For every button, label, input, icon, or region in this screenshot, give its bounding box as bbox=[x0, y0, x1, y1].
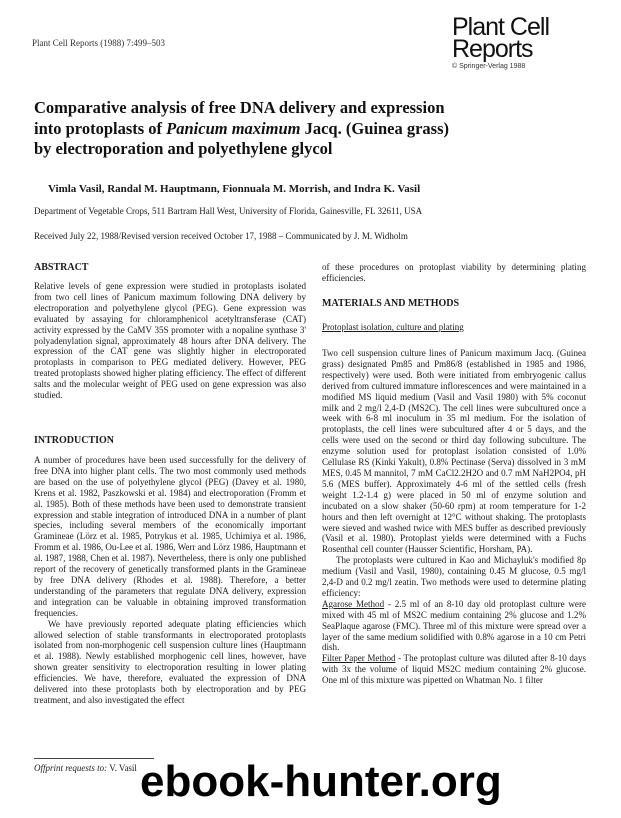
publisher-copyright: © Springer-Verlag 1988 bbox=[452, 63, 526, 70]
continuation-text: of these procedures on protoplast viability by determining plating efficiencies. bbox=[322, 262, 586, 283]
watermark-text: ebook-hunter.org bbox=[140, 757, 502, 806]
affiliation: Department of Vegetable Crops, 511 Bartram Hall West, University of Florida, Gainesville, FL 32611, USA bbox=[34, 206, 423, 216]
methods-heading bbox=[322, 298, 586, 310]
received-dates: Received July 22, 1988/Revised version received October 17, 1988 – Communicated by J. M. Widholm bbox=[34, 231, 408, 241]
title-line-2-post: Jacq. (Guinea grass) bbox=[300, 118, 449, 138]
introduction-heading bbox=[34, 435, 306, 447]
offprint-label: Offprint requests to: bbox=[34, 763, 108, 773]
offprint-name: V. Vasil bbox=[107, 763, 137, 773]
filter-paper-method-text: - The protoplast culture was diluted after 8-10 days with 3x the volume of liquid MS2C medium containing 2% glucose. One ml of this mixture was pipetted on Whatman No. 1 filter bbox=[322, 653, 586, 686]
intro-paragraph-2: We have previously reported adequate plating efficiencies which allowed selection of stable transformants in electroporated protoplasts isolated from non-morphogenic cell suspension culture lines (Hauptmann et al. 1988). Newly established morphogenic cell lines, however, have shown greater sensitivity to electroporation resulting in lower plating efficiencies. We have, therefore, evaluated the expression of DNA delivered into these protoplasts both by electroporation and by PEG treatment, and also investigated the effect bbox=[34, 618, 306, 705]
filter-paper-method-label: Filter Paper Method bbox=[322, 653, 396, 664]
abstract-heading bbox=[34, 262, 306, 274]
methods-body bbox=[322, 348, 586, 686]
methods-paragraph-1: Two cell suspension culture lines of Panicum maximum Jacq. (Guinea grass) designated Pm85 and Pm86/8 (established in 1985 and 1986, respectively) were used. Both were initiated from embryogenic callus derived from cultured immature inflorescences and were maintained in a modified MS liquid medium (Vasil and Vasil 1980) with 5% coconut milk and 2 mg/l 2,4-D (MS2C). The cell lines were subcultured once a week with 6-8 ml inoculum in 35 ml medium. For the isolation of protoplasts, the cell lines were subcultured after 4 or 5 days, and the cells were used on the second or third day following subculture. The enzyme solution used for protoplast isolation consisted of 1.0% Cellulase RS (Kinki Yakult), 0.8% Pectinase (Serva) dissolved in 3 mM MES, 0.45 M mannitol, 7 mM CaCl2.2H2O and 0.7 mM NaH2PO4, pH 5.6 (MES buffer). Approximately 4-6 ml of the settled cells (fresh weight 1.2-1.4 g) were placed in 50 ml of enzyme solution and incubated on a slow shaker (50-60 rpm) at room temperature for 1-2 hours and then left overnight at 12°C without shaking. The protoplasts were sieved and washed twice with MES buffer as described previously (Vasil et al. 1980). Protoplast yields were determined with a Fuchs Rosenthal cell counter (Hausser Scientific, Horsham, PA). bbox=[322, 348, 586, 555]
abstract-body bbox=[34, 281, 306, 401]
agarose-method-label: Agarose Method bbox=[322, 598, 385, 609]
protoplast-subheading bbox=[322, 322, 586, 333]
agarose-method bbox=[322, 599, 586, 654]
species-name: Panicum maximum bbox=[166, 118, 301, 138]
methods-paragraph-2: The protoplasts were cultured in Kao and Michayluk's modified 8p medium (Vasil and Vasil, 1980), containing 0.45 M glucose, 0.5 mg/l 2,4-D and 0.2 mg/l zeatin. Two methods were used to determine plating efficiency: bbox=[322, 555, 586, 598]
introduction-heading-text: INTRODUCTION bbox=[34, 435, 115, 446]
title-line-2 bbox=[34, 119, 584, 140]
agarose-method-text: - 2.5 ml of an 8-10 day old protoplast culture were mixed with 45 ml of MS2C medium containing 2% glucose and 1.2% SeaPlaque agarose (FMC). Three ml of this mixture were spread over a layer of the same medium solidified with 0.8% agarose in a 10 cm Petri dish. bbox=[322, 598, 586, 653]
abstract-text: Relative levels of gene expression were studied in protoplasts isolated from two cell lines of Panicum maximum following DNA delivery by electroporation and polyethylene glycol (PEG). Gene expression was evaluated by assaying for chloramphenicol acetyltransferase (CAT) activity expressed by the CaMV 35S promoter with a nopaline synthase 3' polyadenylation signal, approximately 48 hours after DNA delivery. The expression of the CAT gene was slightly higher in electroporated protoplasts in comparison to PEG mediated delivery. However, PEG treated protoplasts showed higher plating efficiency. The effect of different salts and the molecular weight of PEG used on gene expression was also studied. bbox=[34, 281, 306, 401]
paper-title bbox=[34, 98, 584, 160]
protoplast-subheading-text: Protoplast isolation, culture and plating bbox=[322, 322, 464, 332]
introduction-body bbox=[34, 455, 306, 706]
footnote-divider bbox=[34, 758, 154, 759]
logo-line-1: Plant Cell bbox=[452, 13, 549, 41]
journal-logo bbox=[452, 13, 602, 70]
intro-paragraph-1: A number of procedures have been used successfully for the delivery of free DNA into higher plant cells. The two most commonly used methods are based on the use of polyethylene glycol (PEG) (Davey et al. 1980, Krens et al. 1982, Paszkowski et al. 1984) and electroporation (Fromm et al. 1985). Both of these methods have been used to demonstrate transient expression and stable integration of introduced DNA in a number of plant species, including several members of the economically important Gramineae (Lörz et al. 1985, Potrykus et al. 1985, Uchimiya et al. 1986, Fromm et al. 1986, Ou-Lee et al. 1986, Werr and Lörz 1986, Hauptmann et al. 1987, 1988, Chen et al. 1987). Nevertheless, there is only one published report of the recovery of genetically transformed plants in the Gramineae by free DNA delivery (Rhodes et al. 1988). Therefore, a better understanding of the parameters that regulate DNA delivery, expression and integration can be valuable in obtaining improved transformation frequencies. bbox=[34, 455, 306, 618]
logo-line-2: Reports bbox=[452, 35, 533, 63]
title-line-3: by electroporation and polyethylene glycol bbox=[34, 139, 333, 158]
filter-paper-method bbox=[322, 653, 586, 686]
offprint-footnote bbox=[34, 763, 137, 773]
methods-heading-text: MATERIALS AND METHODS bbox=[322, 298, 460, 309]
journal-reference: Plant Cell Reports (1988) 7:499–503 bbox=[32, 38, 165, 48]
abstract-heading-text: ABSTRACT bbox=[34, 262, 89, 273]
authors: Vimla Vasil, Randal M. Hauptmann, Fionnuala M. Morrish, and Indra K. Vasil bbox=[48, 183, 421, 195]
title-line-2-pre: into protoplasts of bbox=[34, 118, 167, 138]
right-column-continuation bbox=[322, 262, 586, 284]
title-line-1: Comparative analysis of free DNA delivery and expression bbox=[34, 98, 445, 117]
